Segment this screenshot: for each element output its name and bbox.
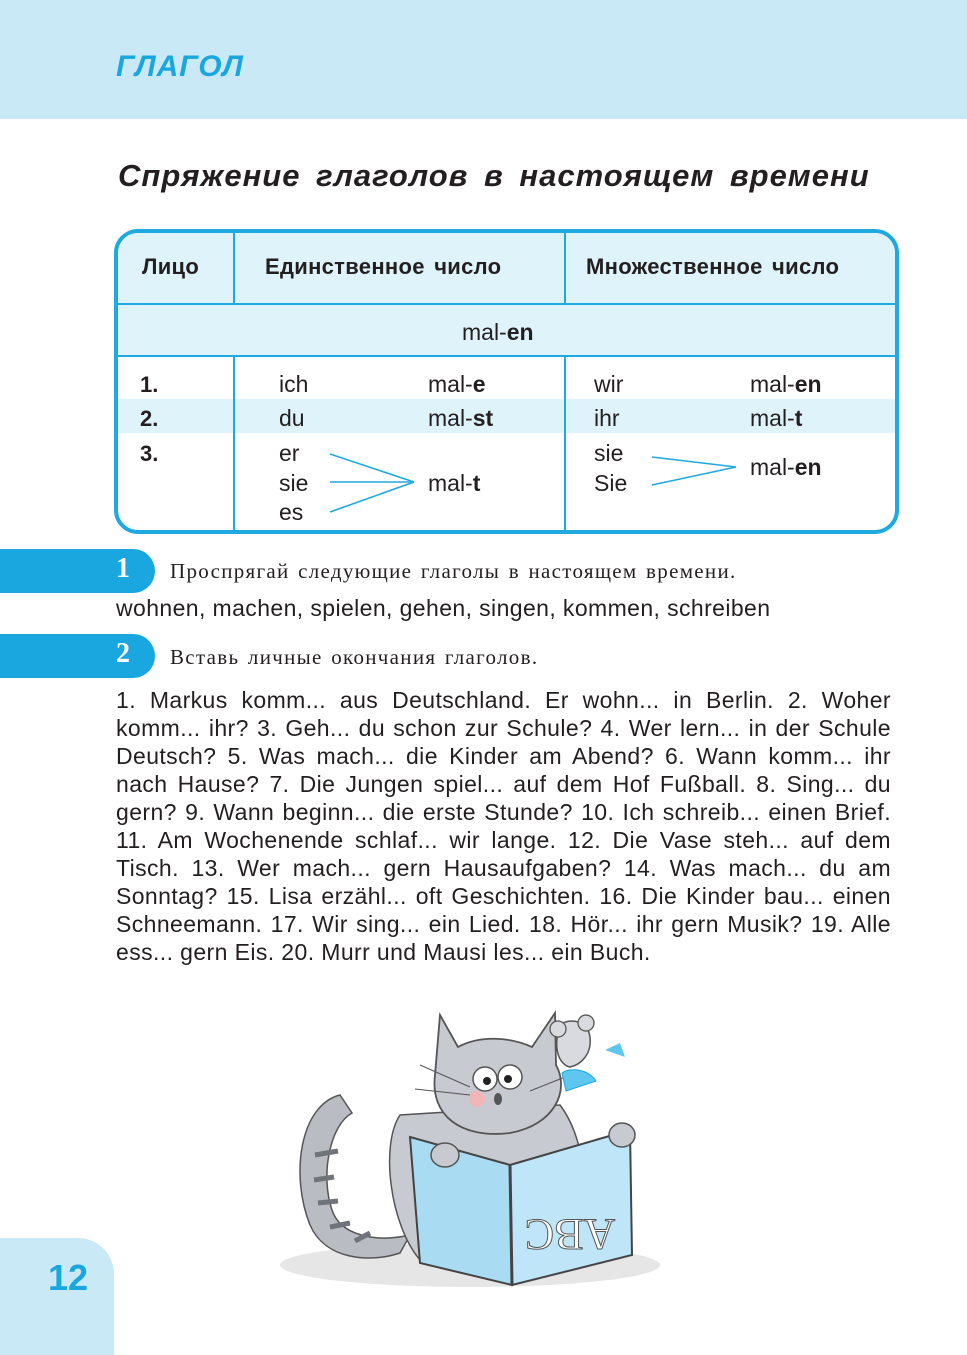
- task-number: 2: [116, 638, 130, 669]
- task-number-tab: [0, 549, 155, 593]
- pronoun: du: [279, 405, 305, 431]
- verb-form: mal-t: [750, 405, 803, 431]
- col-header-plural: Множественное число: [586, 254, 840, 279]
- conjugation-table: [114, 229, 899, 534]
- col-header-person: Лицо: [142, 254, 200, 279]
- verb-list: wohnen, machen, spielen, gehen, singen, kommen, schreiben: [116, 595, 771, 621]
- table-divider: [118, 355, 895, 357]
- stem-label: mal-en: [462, 319, 534, 345]
- pronoun: Sie: [594, 470, 628, 496]
- page-heading: Спряжение глаголов в настоящем времени: [118, 158, 870, 193]
- page-number: 12: [48, 1257, 89, 1298]
- task-instruction: Проспрягай следующие глаголы в настоящем времени.: [170, 559, 737, 583]
- task-instruction: Вставь личные окончания глаголов.: [170, 645, 539, 669]
- pronoun: es: [279, 499, 304, 525]
- cat-reading-book-illustration: [270, 995, 670, 1295]
- verb-form: mal-t: [428, 470, 481, 496]
- bracket-arrows-icon: [326, 448, 422, 518]
- book-letters: ABC: [524, 1210, 616, 1259]
- table-divider: [233, 233, 235, 303]
- exercise-text: 1. Markus komm... aus Deutschland. Er wohn... in Berlin. 2. Woher komm... ihr? 3. Geh... du schon zur Schule? 4. Wer lern... in der Schule Deutsch? 5. Was mach... die Kinder am Abend? 6. Wann komm... ihr nach Hause? 7. Die Jungen spiel... auf dem Hof Fußball. 8. Sing... du gern? 9. Wann beginn... die erste Stunde? 10. Ich schreib... einen Brief. 11. Am Wochenende schlaf... wir lange. 12. Die Vase steh... auf dem Tisch. 13. Wer mach... gern Hausaufgaben? 14. Was mach... du am Sonntag? 15. Lisa erzähl... oft Geschichten. 16. Die Kinder bau... einen Schneemann. 17. Wir sing... ein Lied. 18. Hör... ihr gern Musik? 19. Alle ess... gern Eis. 20. Murr und Mausi les... ein Buch.: [116, 687, 891, 965]
- task-number: 1: [116, 553, 130, 584]
- person-number: 2.: [140, 406, 159, 431]
- table-divider: [233, 357, 235, 530]
- pronoun: ihr: [594, 405, 620, 431]
- verb-form: mal-en: [750, 371, 822, 397]
- col-header-singular: Единственное число: [265, 254, 502, 279]
- table-divider: [564, 233, 566, 303]
- pronoun: er: [279, 440, 300, 466]
- bracket-arrows-icon: [648, 451, 742, 491]
- section-title: ГЛАГОЛ: [116, 50, 244, 83]
- pronoun: ich: [279, 371, 309, 397]
- pronoun: sie: [279, 470, 309, 496]
- table-divider: [118, 303, 895, 305]
- task-number-tab: [0, 634, 155, 678]
- person-number: 1.: [140, 372, 159, 397]
- table-divider: [564, 357, 566, 530]
- pronoun: wir: [594, 371, 624, 397]
- verb-form: mal-e: [428, 371, 486, 397]
- verb-form: mal-en: [750, 454, 822, 480]
- person-number: 3.: [140, 441, 159, 466]
- verb-form: mal-st: [428, 405, 494, 431]
- pronoun: sie: [594, 440, 624, 466]
